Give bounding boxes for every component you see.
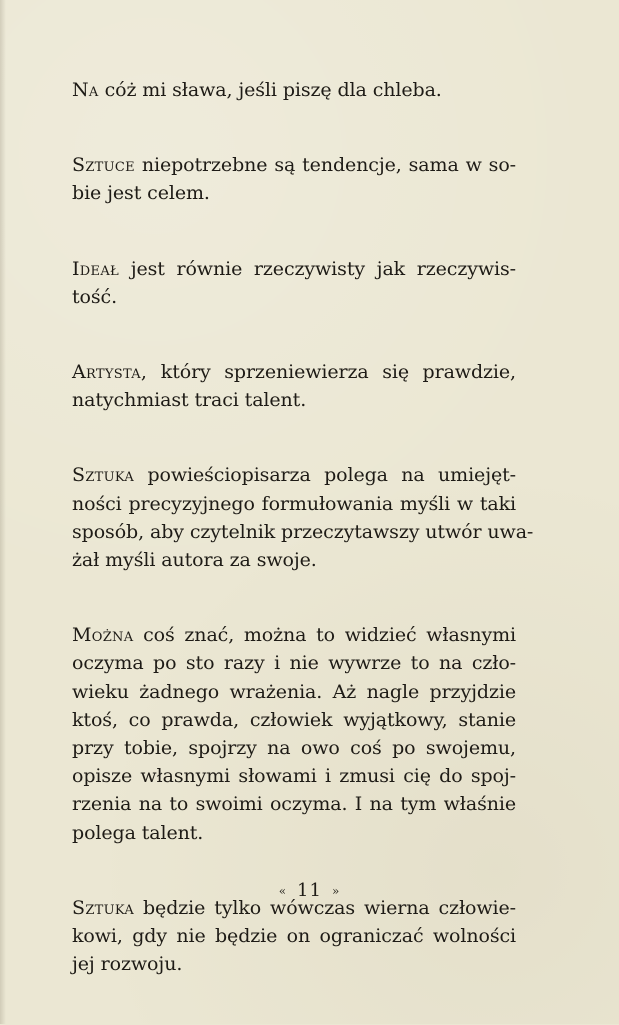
paragraph-line: kowi, gdy nie będzie on ograniczać wolności <box>72 925 516 948</box>
paragraph-line: opisze własnymi słowami i zmusi cię do spoj- <box>72 765 516 788</box>
paragraph-line: przy tobie, spojrzy na owo coś po swojemu, <box>72 737 516 760</box>
paragraph-line: polega talent. <box>72 821 204 844</box>
paragraph-line: rzenia na to swoimi oczyma. I na tym właśnie <box>72 793 516 816</box>
paragraph-line-text: cóż mi sława, jeśli piszę dla chleba. <box>98 79 442 101</box>
paragraph-line: natychmiast traci talent. <box>72 389 307 412</box>
paragraph-line: oczyma po sto razy i nie wywrze to na czło- <box>72 652 516 675</box>
page-number: 11 <box>297 880 322 901</box>
paragraph-line-text: będzie tylko wówczas wierna człowie- <box>134 896 516 919</box>
paragraph-line-text: niepotrzebne są tendencje, sama w so- <box>134 154 516 177</box>
aphorism-paragraph-3 <box>72 255 516 311</box>
page-gutter-shadow <box>0 0 6 1024</box>
paragraph-line-text: który sprzeniewierza się prawdzie, <box>147 361 516 384</box>
paragraph-line: sposób, aby czytelnik przeczytawszy utwór uwa- <box>72 520 534 543</box>
paragraph-line: wieku żadnego wrażenia. Aż nagle przyjdzie <box>72 680 516 703</box>
aphorism-paragraph-6 <box>72 621 516 847</box>
aphorism-paragraph-7 <box>72 894 516 979</box>
aphorism-paragraph-2 <box>72 151 516 207</box>
paragraph-line: tość. <box>72 285 118 308</box>
paragraph-line-text: jest równie rzeczywisty jak rzeczywis- <box>119 257 516 280</box>
right-guillemet: » <box>331 884 341 898</box>
paragraph-line: bie jest celem. <box>72 182 210 205</box>
paragraph-lead-word: Ideał <box>72 257 120 280</box>
paragraph-lead-word: Sztuce <box>72 154 135 177</box>
paragraph-lead-word: Można <box>72 624 134 647</box>
paragraph-lead-word: Na <box>72 79 99 101</box>
paragraph-line: ktoś, co prawda, człowiek wyjątkowy, stanie <box>72 708 516 731</box>
paragraph-lead-word: Artysta, <box>72 361 148 384</box>
paragraph-lead-word: Sztuka <box>72 464 135 487</box>
paragraph-line-text: powieściopisarza polega na umiejęt- <box>134 464 516 487</box>
paragraph-line <box>72 76 516 104</box>
paragraph-line <box>72 255 516 283</box>
paragraph-line <box>72 621 516 649</box>
paragraph-line <box>72 151 516 179</box>
paragraph-line <box>72 358 516 386</box>
paragraph-line: żał myśli autora za swoje. <box>72 549 317 572</box>
aphorism-paragraph-5 <box>72 461 534 574</box>
paragraph-line <box>72 461 516 489</box>
aphorism-paragraph-4 <box>72 358 516 414</box>
page-number-footer <box>0 880 619 901</box>
left-guillemet: « <box>278 884 288 898</box>
paragraph-line: jej rozwoju. <box>72 953 183 976</box>
paragraph-lead-word: Sztuka <box>72 896 135 919</box>
aphorism-paragraph-1 <box>72 76 516 104</box>
paragraph-line: ności precyzyjnego formułowania myśli w taki <box>72 492 516 515</box>
paragraph-line-text: coś znać, można to widzieć własnymi <box>133 624 516 647</box>
